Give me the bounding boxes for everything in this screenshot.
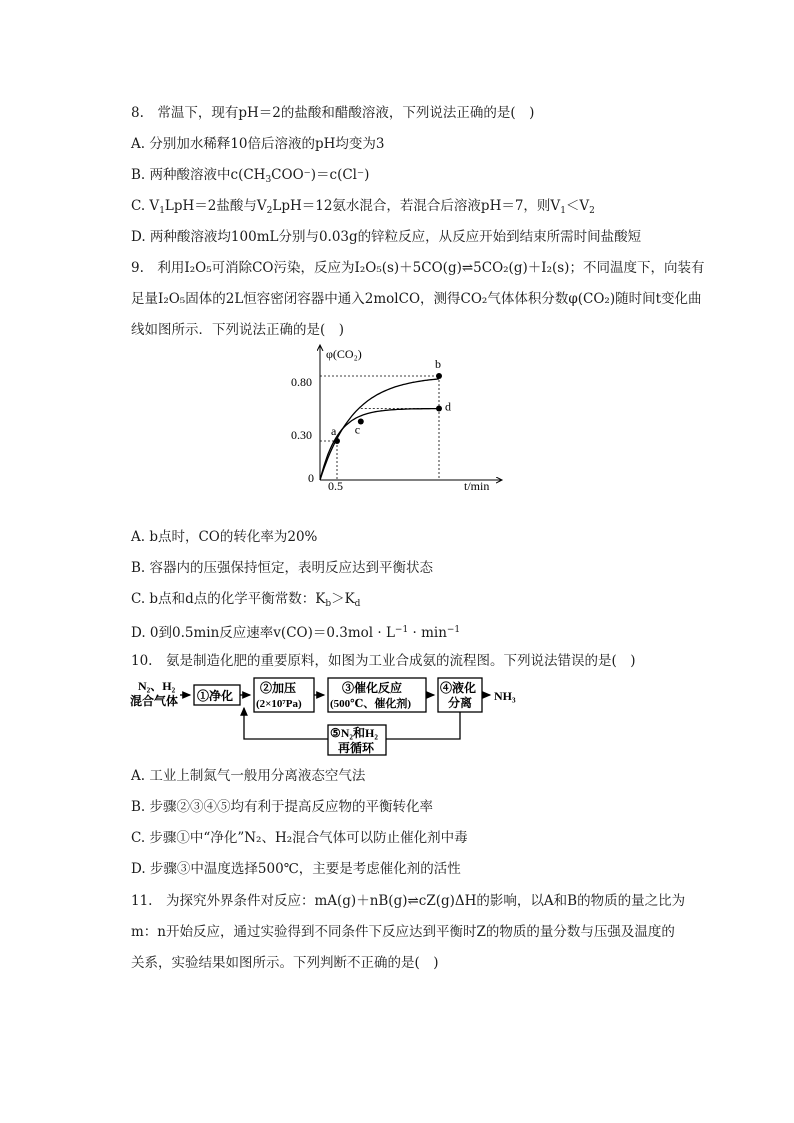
flow-output-label: NH₃	[494, 689, 516, 703]
point-label-a: a	[331, 424, 337, 438]
q9-option-c: C. b点和d点的化学平衡常数：$K_b>K_d$	[131, 591, 361, 609]
q9-option-d: D. 0到0.5min反应速率$v(CO)=0.3mol \cdot L^{-1} \cdot \min^{-1}$	[131, 625, 461, 641]
series-b-curve	[320, 379, 439, 480]
flow-box-pressurize-label-2: (2×10⁷Pa)	[256, 698, 302, 710]
x-tick-label: 0.5	[328, 479, 343, 493]
q11-stem-line1: 11. 为探究外界条件对反应：mA(g)＋nB(g)⇌cZ(g)ΔH的影响，以A和B的物质的量之比为	[131, 893, 686, 909]
q10-option-c: C. 步骤①中“净化”N₂、H₂混合气体可以防止催化剂中毒	[131, 830, 468, 846]
q9-stem-line2: 足量I₂O₅固体的2L恒容密闭容器中通入2molCO，测得CO₂气体体积分数φ(CO₂)随时间t变化曲	[131, 291, 702, 307]
point-d	[436, 406, 442, 412]
q8-option-d: D. 两种酸溶液均100mL分别与0.03g的锌粒反应，从反应开始到结束所需时间盐酸短	[131, 229, 642, 245]
flow-input-label-2: 混合气体	[130, 694, 179, 708]
y-tick-label: 0.80	[291, 375, 312, 389]
series-d-curve	[320, 409, 439, 480]
q9-option-b: B. 容器内的压强保持恒定，表明反应达到平衡状态	[131, 560, 434, 576]
point-a	[334, 438, 340, 444]
q8-option-c: C. $V_1LpH=2$盐酸与$V_2LpH=12$氨水混合，若混合后溶液pH＝7，则$V_1<V_2$	[131, 198, 595, 216]
q8-stem: 8. 常温下，现有pH＝2的盐酸和醋酸溶液，下列说法正确的是( )	[131, 105, 535, 121]
q9-chart	[280, 340, 520, 500]
q9-option-a: A. b点时，CO的转化率为20%	[131, 529, 318, 545]
flow-input-label-1: N₂、H₂	[138, 679, 176, 693]
point-label-c: c	[354, 422, 361, 437]
flow-box-purify-label: ①净化	[197, 689, 234, 703]
q10-option-b: B. 步骤②③④⑤均有利于提高反应物的平衡转化率	[131, 799, 434, 815]
flow-box-recycle-label-1: ⑤N₂和H₂	[330, 726, 378, 740]
q10-option-a: A. 工业上制氮气一般用分离液态空气法	[131, 768, 366, 784]
flow-box-pressurize-label-1: ②加压	[260, 681, 297, 695]
q9-stem-line3: 线如图所示．下列说法正确的是( )	[131, 322, 345, 338]
q11-stem-line2: m：n开始反应，通过实验得到不同条件下反应达到平衡时Z的物质的量分数与压强及温度的	[131, 924, 675, 940]
y-axis-label: φ(CO₂)	[326, 347, 362, 361]
q8-option-b: B. 两种酸溶液中$c(CH_3COO^-)=c(Cl^-)$	[131, 167, 370, 185]
q10-option-d: D. 步骤③中温度选择500℃，主要是考虑催化剂的活性	[131, 861, 461, 877]
q10-flowchart	[128, 675, 528, 763]
q9-stem-line1: 9. 利用I₂O₅可消除CO污染，反应为I₂O₅(s)＋5CO(g)⇌5CO₂(g)＋I₂(s)；不同温度下，向装有	[131, 260, 705, 276]
point-b	[436, 373, 442, 379]
flow-box-liquefy-label-1: ④液化	[440, 681, 477, 695]
flow-box-catalytic-label-2: (500℃、催化剂)	[330, 698, 412, 710]
origin-label: 0	[308, 471, 314, 485]
q8-option-a: A. 分别加水稀释10倍后溶液的pH均变为3	[131, 136, 385, 152]
point-label-d: d	[445, 399, 451, 414]
q11-stem-line3: 关系，实验结果如图所示。下列判断不正确的是( )	[131, 955, 439, 971]
point-label-b: b	[435, 357, 441, 371]
flow-box-liquefy-label-2: 分离	[448, 696, 473, 710]
x-axis-label: t/min	[464, 479, 490, 493]
flow-box-recycle-label-2: 再循环	[338, 741, 375, 755]
flow-box-catalytic-label-1: ③催化反应	[342, 681, 403, 695]
q10-stem: 10. 氨是制造化肥的重要原料，如图为工业合成氨的流程图。下列说法错误的是( )	[131, 653, 636, 669]
y-tick-label: 0.30	[291, 428, 312, 442]
